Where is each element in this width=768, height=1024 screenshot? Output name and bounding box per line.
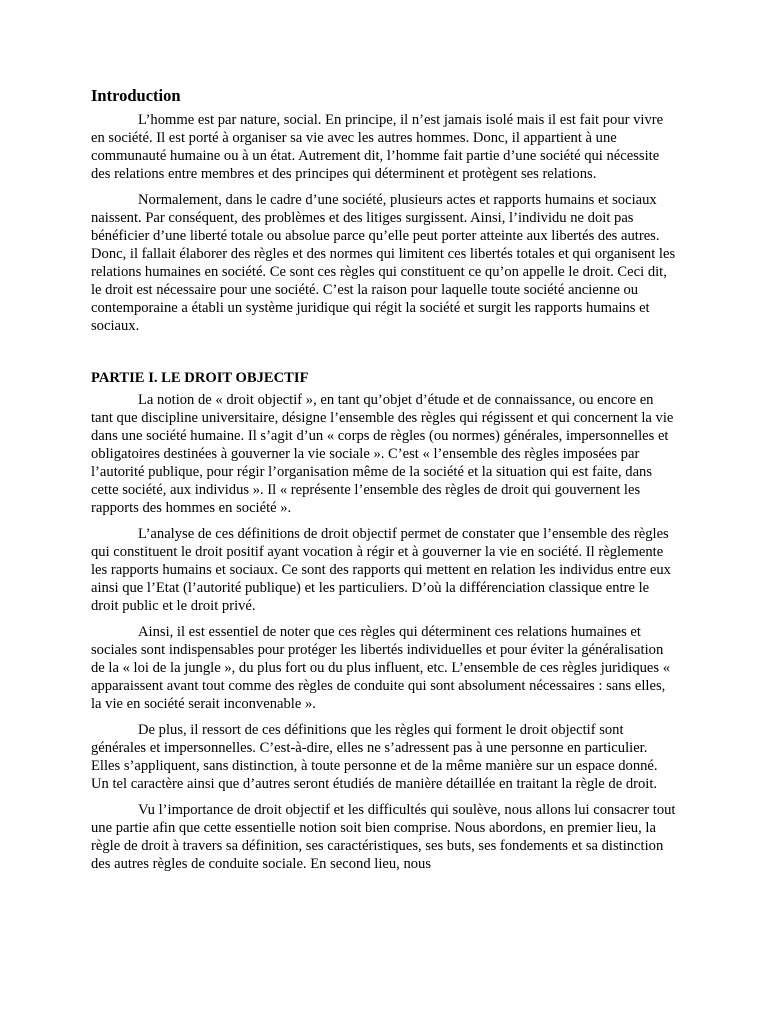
introduction-title: Introduction [91, 86, 181, 105]
partie1-paragraph-1: La notion de « droit objectif », en tant qu’objet d’étude et de connaissance, ou encore en tant que discipline universitaire, désigne l’ensemble des règles qui régissent et qui concernent la vie dans une société humaine. Il s’agit d’un « corps de règles (ou normes) générales, impersonnelles et obligatoires destinées à gouverner la vie sociale ». C’est « l’ensemble des règles imposées par l’autorité publique, pour régir l’organisation même de la société et la situation qui est faite, dans cette société, aux individus ». Il « représente l’ensemble des règles de droit qui gouvernent les rapports des hommes en société ». [91, 392, 674, 516]
section-spacer [91, 343, 677, 369]
document-page [91, 86, 677, 881]
partie1-paragraph-3: Ainsi, il est essentiel de noter que ces règles qui déterminent ces relations humaines et sociales sont indispensables pour protéger les libertés individuelles et pour éviter la généralisation de la « loi de la jungle », du plus fort ou du plus influent, etc. L’ensemble de ces règles juridiques « apparaissent avant tout comme des règles de conduite qui sont absolument nécessaires : sans elles, la vie en société serait inconvenable ». [91, 624, 671, 712]
partie1-paragraph-4: De plus, il ressort de ces définitions que les règles qui forment le droit objectif sont générales et impersonnelles. C’est-à-dire, elles ne s’adressent pas à une personne en particulier. Elles s’appliquent, sans distinction, à toute personne et de la même manière sur un espace donné. Un tel caractère ainsi que d’autres seront étudiés de manière détaillée en traitant la règle de droit. [91, 722, 658, 792]
partie1-paragraph-5: Vu l’importance de droit objectif et les difficultés qui soulève, nous allons lui consacrer tout une partie afin que cette essentielle notion soit bien comprise. Nous abordons, en premier lieu, la règle de droit à travers sa définition, ses caractéristiques, ses buts, ses fondements et sa distinction des autres règles de conduite sociale. En second lieu, nous [91, 802, 676, 872]
partie1-paragraph-2: L’analyse de ces définitions de droit objectif permet de constater que l’ensemble des règles qui constituent le droit positif ayant vocation à régir et à gouverner la vie en société. Il règlemente les rapports humains et sociaux. Ce sont des rapports qui mettent en relation les individus entre eux ainsi que l’Etat (l’autorité publique) et les particuliers. D’où la différenciation classique entre le droit public et le droit privé. [91, 526, 671, 614]
introduction-paragraph-2: Normalement, dans le cadre d’une société, plusieurs actes et rapports humains et sociaux naissent. Par conséquent, des problèmes et des litiges surgissent. Ainsi, l’individu ne doit pas bénéficier d’une liberté totale ou absolue parce qu’elle peut porter atteinte aux libertés des autres. Donc, il fallait élaborer des règles et des normes qui limitent ces libertés totales et qui organisent les relations humaines en société. Ce sont ces règles qui constituent ce qu’on appelle le droit. Ceci dit, le droit est nécessaire pour une société. C’est la raison pour laquelle toute société ancienne ou contemporaine a établi un système juridique qui régit la société et surgit les rapports humains et sociaux. [91, 192, 676, 334]
introduction-paragraph-1: L’homme est par nature, social. En principe, il n’est jamais isolé mais il est fait pour vivre en société. Il est porté à organiser sa vie avec les autres hommes. Donc, il appartient à une communauté humaine ou à un état. Autrement dit, l’homme fait partie d’une société qui nécessite des relations entre membres et des principes qui déterminent et protègent ses relations. [91, 112, 664, 182]
partie1-title: PARTIE I. LE DROIT OBJECTIF [91, 370, 309, 386]
